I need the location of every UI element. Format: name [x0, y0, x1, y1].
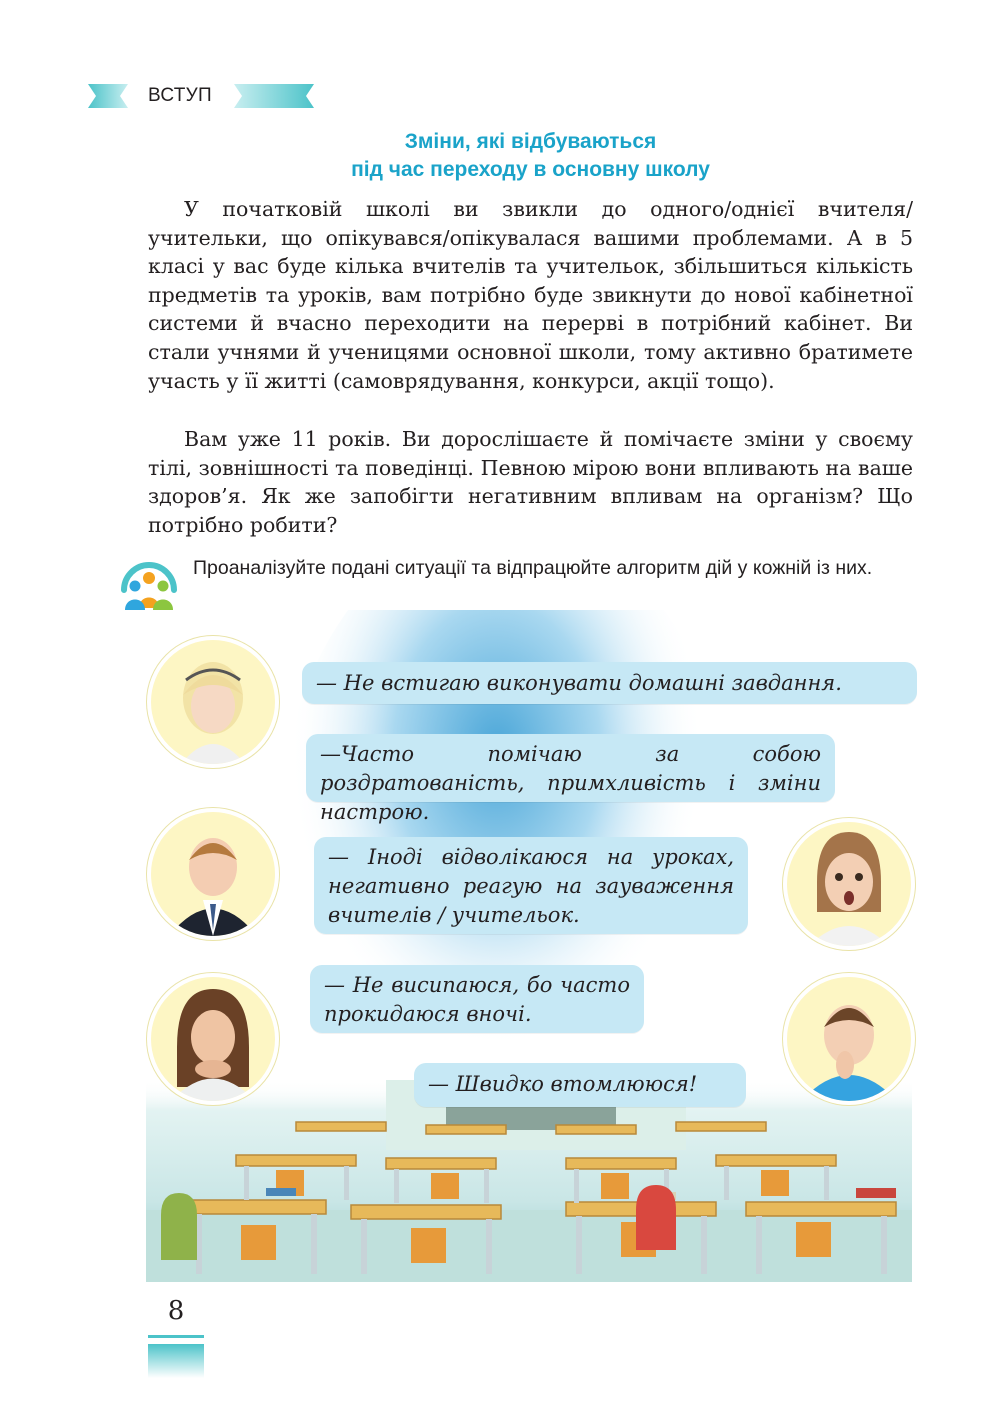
speech-bubble-1: — Не встигаю виконувати домашні завдання.	[302, 662, 917, 704]
page-title-line-2: під час переходу в основну школу	[351, 158, 710, 181]
page-number-tab	[148, 1344, 204, 1378]
header-ribbon-left	[88, 84, 128, 108]
speech-bubble-5: — Швидко втомлююся!	[414, 1063, 746, 1107]
speech-bubble-3: — Іноді відволікаюся на уроках, негативно реагую на зауваження вчителів / учительок.	[314, 837, 748, 934]
task-instruction: Проаналізуйте подані ситуації та відпрацюйте алгоритм дій у кожній із них.	[193, 557, 873, 579]
header-ribbon-right	[234, 84, 314, 108]
avatar-girl-surprised	[783, 818, 915, 950]
avatar-girl-blonde	[147, 636, 279, 768]
avatar-girl-thinking	[147, 973, 279, 1105]
page-number-rule	[148, 1335, 204, 1338]
page-title-line-1: Зміни, які відбуваються	[404, 130, 657, 153]
avatar-boy-thinking	[783, 973, 915, 1105]
body-paragraph-1: У початковій школі ви звикли до одного/однієї вчителя/учительки, що опікувався/опікувалася вашими проблемами. А в 5 класі у вас буде кілька вчителів та учительок, збільшиться кількість предметів та уроків, вам потрібно буде звикнути до нової кабінетної системи й вчасно переходити на перерві в потрібний кабінет. Ви стали учнями й ученицями основної школи, тому активно братимете участь у її житті (самоврядування, конкурси, акції тощо).	[148, 197, 913, 393]
speech-bubble-4: — Не висипаюся, бо часто прокидаюся вночі.	[310, 965, 644, 1033]
page-number: 8	[167, 1296, 185, 1326]
avatar-boy-suit	[147, 808, 279, 940]
speech-bubble-2: —Часто помічаю за собою роздратованість, примхливість і зміни настрою.	[306, 734, 835, 802]
group-work-icon	[116, 552, 182, 618]
section-label: ВСТУП	[148, 85, 212, 106]
body-paragraph-2: Вам уже 11 років. Ви дорослішаєте й помічаєте зміни у своєму тілі, зовнішності та поведінці. Певною мірою вони впливають на ваше здоров’я. Як же запобігти негативним впливам на організм? Що потрібно робити?	[148, 427, 913, 537]
